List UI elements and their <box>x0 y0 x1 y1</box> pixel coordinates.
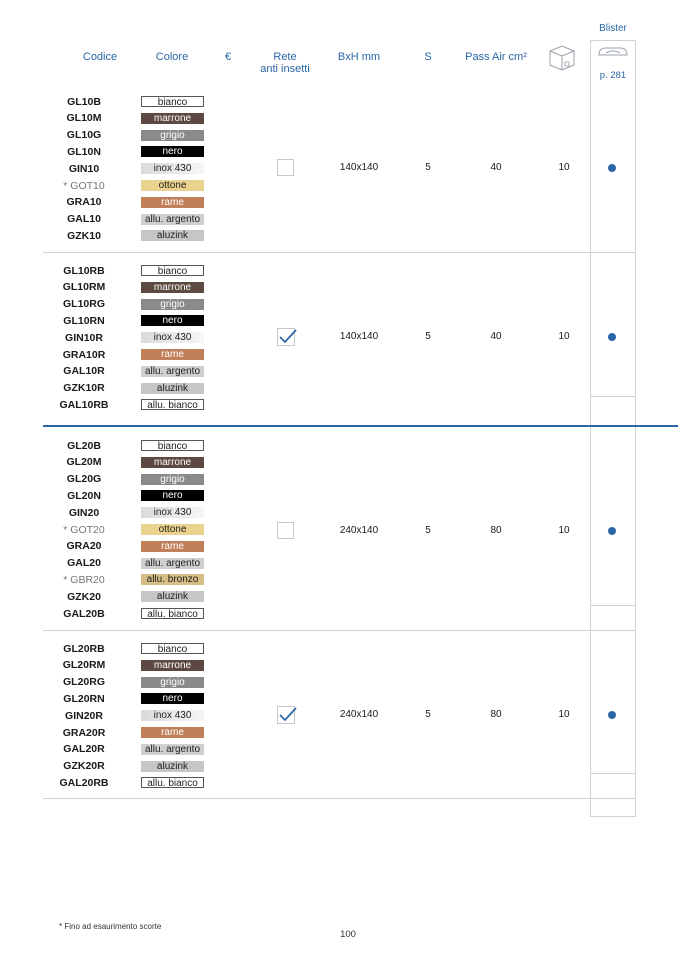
cell-s: 5 <box>425 709 431 720</box>
cell-s: 5 <box>425 162 431 173</box>
color-swatch: allu. argento <box>141 214 204 225</box>
product-code: GRA20R <box>62 726 106 739</box>
product-code: GRA10 <box>66 196 102 209</box>
color-swatch: rame <box>141 727 204 738</box>
color-swatch: bianco <box>141 440 204 451</box>
header-pass-air: Pass Air cm² <box>465 51 527 63</box>
divider-blue <box>43 425 678 427</box>
color-swatch: grigio <box>141 677 204 688</box>
color-swatch: nero <box>141 490 204 501</box>
color-swatch: allu. argento <box>141 744 204 755</box>
cell-pass-air: 40 <box>490 162 502 173</box>
divider <box>43 630 635 631</box>
product-code: GL10RN <box>63 314 105 327</box>
color-swatch: bianco <box>141 265 204 276</box>
cell-box: 10 <box>558 162 570 173</box>
product-code: GL20RB <box>63 642 105 655</box>
checkmark-icon <box>277 706 297 724</box>
color-swatch: allu. bianco <box>141 399 204 410</box>
color-swatch: allu. argento <box>141 366 204 377</box>
product-code: GAL20B <box>63 607 105 620</box>
cell-s: 5 <box>425 331 431 342</box>
header-blister: Blister <box>599 23 627 34</box>
product-code: GL20B <box>67 439 101 452</box>
product-code: GAL20R <box>63 743 105 756</box>
product-code: GZK20 <box>67 590 101 603</box>
color-swatch: nero <box>141 146 204 157</box>
color-swatch: grigio <box>141 299 204 310</box>
product-code: GRA20 <box>66 540 102 553</box>
color-swatch: marrone <box>141 282 204 293</box>
bullet-dot-icon <box>608 527 616 535</box>
product-code: GZK10R <box>63 382 105 395</box>
bullet-dot-icon <box>608 164 616 172</box>
blister-divider <box>590 396 636 397</box>
product-code: GL10M <box>66 112 102 125</box>
color-swatch: inox 430 <box>141 332 204 343</box>
color-swatch: nero <box>141 693 204 704</box>
blister-column <box>590 40 636 817</box>
product-code: GL10RM <box>62 281 106 294</box>
color-swatch: aluzink <box>141 591 204 602</box>
color-swatch: aluzink <box>141 383 204 394</box>
cell-bxh: 140x140 <box>339 331 379 342</box>
divider <box>43 252 635 253</box>
header-rete-line1: Rete <box>273 51 297 63</box>
color-swatch: inox 430 <box>141 710 204 721</box>
bullet-dot-icon <box>608 711 616 719</box>
color-swatch: ottone <box>141 524 204 535</box>
blister-divider <box>590 773 636 774</box>
cell-box: 10 <box>558 709 570 720</box>
package-box-icon <box>547 44 577 72</box>
cell-bxh: 240x140 <box>339 525 379 536</box>
product-code: GL10RB <box>63 264 105 277</box>
product-code: GIN10 <box>68 162 100 175</box>
color-swatch: inox 430 <box>141 507 204 518</box>
color-swatch: marrone <box>141 660 204 671</box>
cell-box: 10 <box>558 525 570 536</box>
product-code: GAL20RB <box>59 776 109 789</box>
color-swatch: grigio <box>141 474 204 485</box>
product-code: GAL10 <box>67 213 101 226</box>
product-code: GIN20R <box>65 709 103 722</box>
blister-hook-icon <box>596 44 630 66</box>
color-swatch: aluzink <box>141 230 204 241</box>
product-code: GL10RG <box>62 298 105 311</box>
header-codice: Codice <box>82 51 118 63</box>
cell-bxh: 240x140 <box>339 709 379 720</box>
header-colore: Colore <box>155 51 189 63</box>
blister-divider <box>590 605 636 606</box>
color-swatch: rame <box>141 197 204 208</box>
header-rete-line2: anti insetti <box>260 63 310 75</box>
insect-net-checkbox <box>277 522 294 539</box>
product-code: * GOT10 <box>63 179 105 192</box>
color-swatch: marrone <box>141 457 204 468</box>
color-swatch: allu. argento <box>141 558 204 569</box>
product-code: GIN20 <box>68 506 100 519</box>
product-code: * GBR20 <box>63 573 105 586</box>
cell-s: 5 <box>425 525 431 536</box>
color-swatch: inox 430 <box>141 163 204 174</box>
product-code: GL20RG <box>62 676 105 689</box>
product-code: GAL10RB <box>59 398 109 411</box>
cell-pass-air: 40 <box>490 331 502 342</box>
header-euro: € <box>224 51 232 63</box>
color-swatch: marrone <box>141 113 204 124</box>
color-swatch: rame <box>141 541 204 552</box>
checkmark-icon <box>277 328 297 346</box>
product-code: GZK20R <box>63 760 105 773</box>
cell-pass-air: 80 <box>490 709 502 720</box>
product-code: GL20G <box>66 473 102 486</box>
header-s: S <box>424 51 432 63</box>
color-swatch: rame <box>141 349 204 360</box>
product-code: GIN10R <box>65 331 103 344</box>
color-swatch: bianco <box>141 96 204 107</box>
cell-box: 10 <box>558 331 570 342</box>
bullet-dot-icon <box>608 333 616 341</box>
insect-net-checkbox <box>277 159 294 176</box>
cell-pass-air: 80 <box>490 525 502 536</box>
product-code: GL10N <box>67 145 101 158</box>
color-swatch: allu. bianco <box>141 608 204 619</box>
product-code: GL20M <box>66 456 102 469</box>
product-code: GAL20 <box>67 557 101 570</box>
color-swatch: nero <box>141 315 204 326</box>
product-code: GL20RM <box>62 659 106 672</box>
cell-bxh: 140x140 <box>339 162 379 173</box>
product-code: GAL10R <box>63 365 105 378</box>
color-swatch: ottone <box>141 180 204 191</box>
color-swatch: grigio <box>141 130 204 141</box>
product-code: GL10G <box>66 129 102 142</box>
color-swatch: aluzink <box>141 761 204 772</box>
color-swatch: bianco <box>141 643 204 654</box>
footnote: * Fino ad esaurimento scorte <box>59 922 162 931</box>
product-code: GRA10R <box>62 348 106 361</box>
color-swatch: allu. bronzo <box>141 574 204 585</box>
product-code: * GOT20 <box>63 523 105 536</box>
product-code: GL20RN <box>63 692 105 705</box>
divider <box>43 798 635 799</box>
product-code: GZK10 <box>67 229 101 242</box>
product-code: GL20N <box>67 489 101 502</box>
header-bxh: BxH mm <box>337 51 381 63</box>
blister-page-ref: p. 281 <box>599 70 627 81</box>
color-swatch: allu. bianco <box>141 777 204 788</box>
page-number: 100 <box>340 929 356 940</box>
product-code: GL10B <box>67 95 101 108</box>
